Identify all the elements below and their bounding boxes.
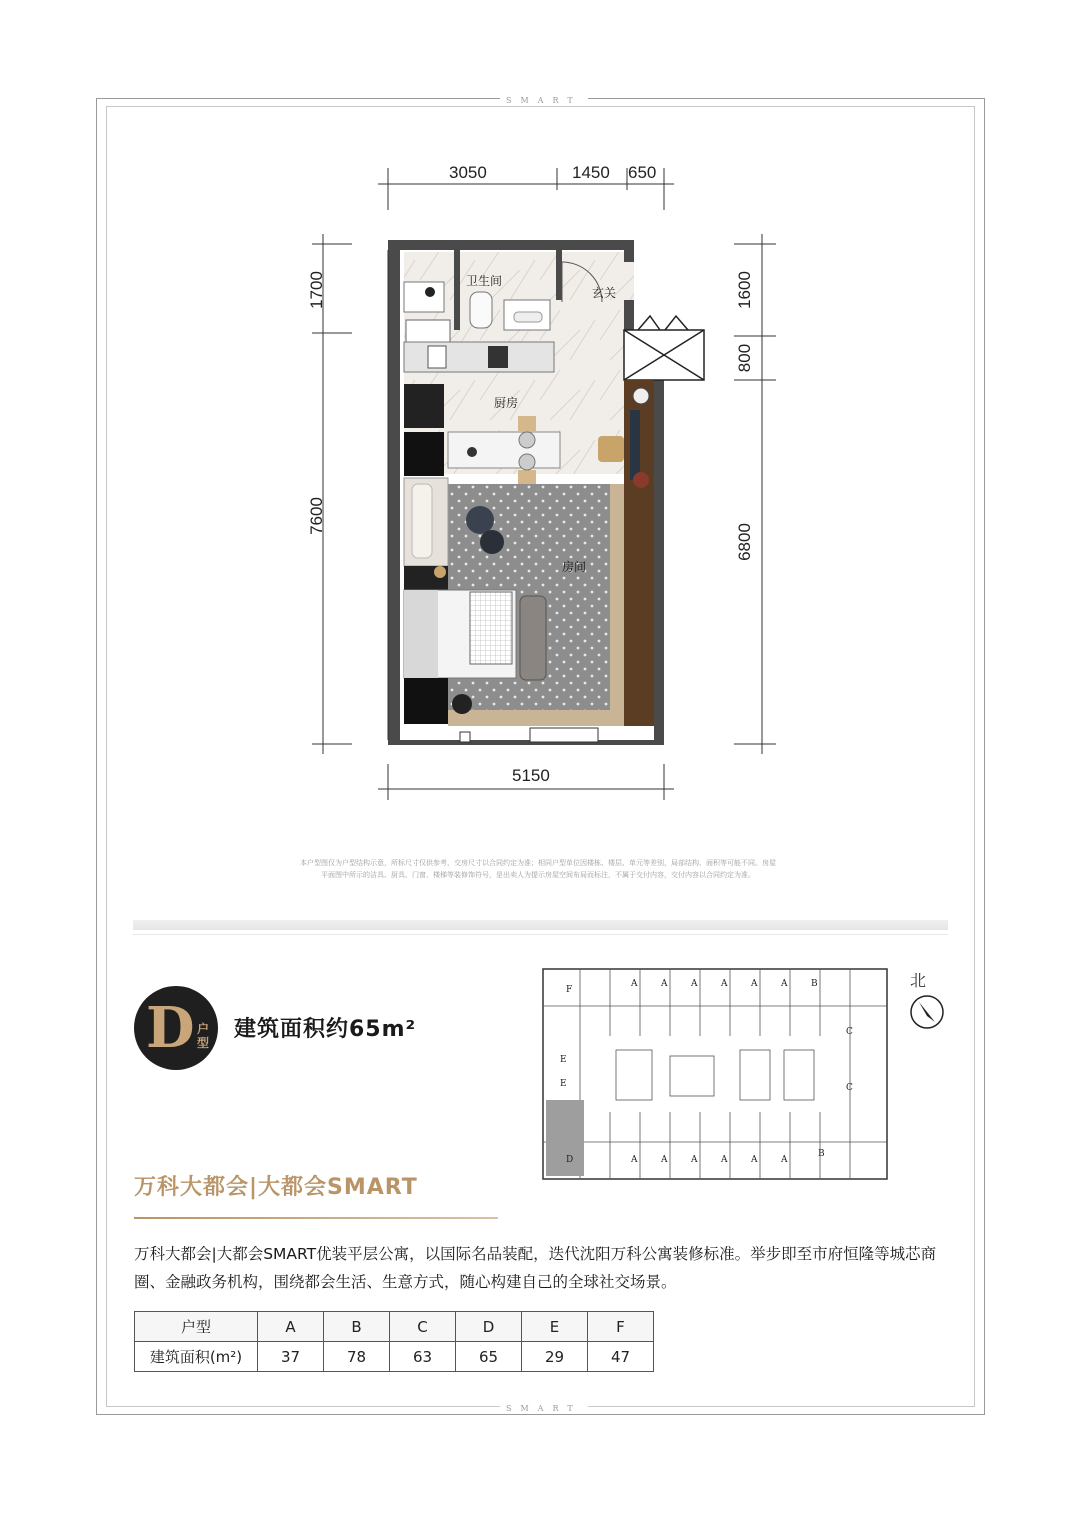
unit-sub-label: 户型: [196, 1022, 209, 1050]
svg-text:C: C: [846, 1027, 853, 1037]
svg-text:A: A: [631, 979, 638, 989]
table-cell: 78: [324, 1342, 390, 1372]
svg-text:A: A: [781, 979, 788, 989]
key-plan-highlight-d: [546, 1100, 584, 1176]
brand-title: 万科大都会|大都会SMART: [134, 1175, 418, 1200]
north-label: 北: [910, 971, 927, 990]
dim-bottom: 5150: [512, 766, 550, 785]
room-label-kitchen: 厨房: [494, 396, 519, 410]
svg-text:A: A: [721, 1155, 728, 1165]
svg-text:A: A: [661, 1155, 668, 1165]
svg-text:E: E: [560, 1079, 567, 1089]
table-cell: 建筑面积(m²): [135, 1342, 258, 1372]
svg-text:C: C: [846, 1083, 853, 1093]
table-cell: 47: [588, 1342, 654, 1372]
description: 万科大都会|大都会SMART优装平层公寓，以国际名品装配，迭代沈阳万科公寓装修标准。举步即至市府恒隆等城芯商圈、金融政务机构，围绕都会生活、生意方式，随心构建自己的全球社交场景。: [134, 1245, 937, 1291]
dim-top-1: 3050: [449, 163, 487, 182]
svg-text:B: B: [818, 1149, 825, 1159]
table-row: [135, 1342, 654, 1372]
disclaimer-line-2: 平面图中所示的洁具、厨具、门窗、楼梯等装修饰符号，是出卖人为提示房屋空间布局而标注，不属于交付内容，交付内容以合同约定为准。: [321, 871, 755, 879]
room-label-room: 房间: [562, 560, 587, 574]
dim-left-2: 7600: [307, 497, 326, 535]
dim-left-1: 1700: [307, 271, 326, 309]
dim-right-2: 800: [735, 343, 754, 373]
area-table: [134, 1311, 654, 1372]
brand-underline: [134, 1217, 498, 1219]
dim-right-3: 6800: [735, 523, 754, 561]
table-cell: B: [324, 1312, 390, 1342]
table-cell: 65: [456, 1342, 522, 1372]
sofa: [404, 478, 448, 566]
tv: [630, 410, 640, 480]
svg-text:A: A: [691, 979, 698, 989]
room-label-bathroom: 卫生间: [466, 274, 503, 288]
frame-bottom-tag: SMART: [500, 1404, 588, 1413]
svg-text:A: A: [721, 979, 728, 989]
disclaimer-line-1: 本户型图仅为户型结构示意，所标尺寸仅供参考，交房尺寸以合同约定为准；相同户型单位因楼栋、楼层、单元等差别，局部结构、面积等可能不同。房屋: [300, 859, 776, 867]
room-label-entry: 玄关: [592, 286, 617, 300]
table-cell: 37: [258, 1342, 324, 1372]
armchair: [598, 436, 624, 462]
section-divider-line: [133, 934, 948, 935]
table-cell: 29: [522, 1342, 588, 1372]
section-divider: [133, 920, 948, 930]
frame-top-tag: SMART: [500, 96, 588, 105]
svg-text:E: E: [560, 1055, 567, 1065]
dim-top-2: 1450: [572, 163, 610, 182]
table-cell: E: [522, 1312, 588, 1342]
unit-letter: D: [146, 995, 195, 1061]
svg-text:A: A: [751, 979, 758, 989]
disclaimer: [218, 857, 858, 881]
svg-text:A: A: [781, 1155, 788, 1165]
dim-top-3: 650: [628, 163, 657, 182]
table-header-row: [135, 1312, 654, 1342]
svg-text:A: A: [691, 1155, 698, 1165]
svg-text:A: A: [661, 979, 668, 989]
table-cell: A: [258, 1312, 324, 1342]
table-cell: D: [456, 1312, 522, 1342]
svg-text:B: B: [811, 979, 818, 989]
svg-text:D: D: [566, 1155, 574, 1165]
key-plan: [540, 966, 890, 1182]
floor-strip: [448, 710, 624, 726]
svg-text:A: A: [751, 1155, 758, 1165]
svg-text:F: F: [566, 985, 573, 995]
table-cell: 63: [390, 1342, 456, 1372]
table-cell: C: [390, 1312, 456, 1342]
area-title: 建筑面积约65m²: [234, 1017, 417, 1042]
coffee-table: [466, 506, 494, 534]
table-cell: F: [588, 1312, 654, 1342]
svg-text:A: A: [631, 1155, 638, 1165]
compass-icon: [909, 994, 945, 1030]
table-cell: 户型: [135, 1312, 258, 1342]
dim-right-1: 1600: [735, 271, 754, 309]
